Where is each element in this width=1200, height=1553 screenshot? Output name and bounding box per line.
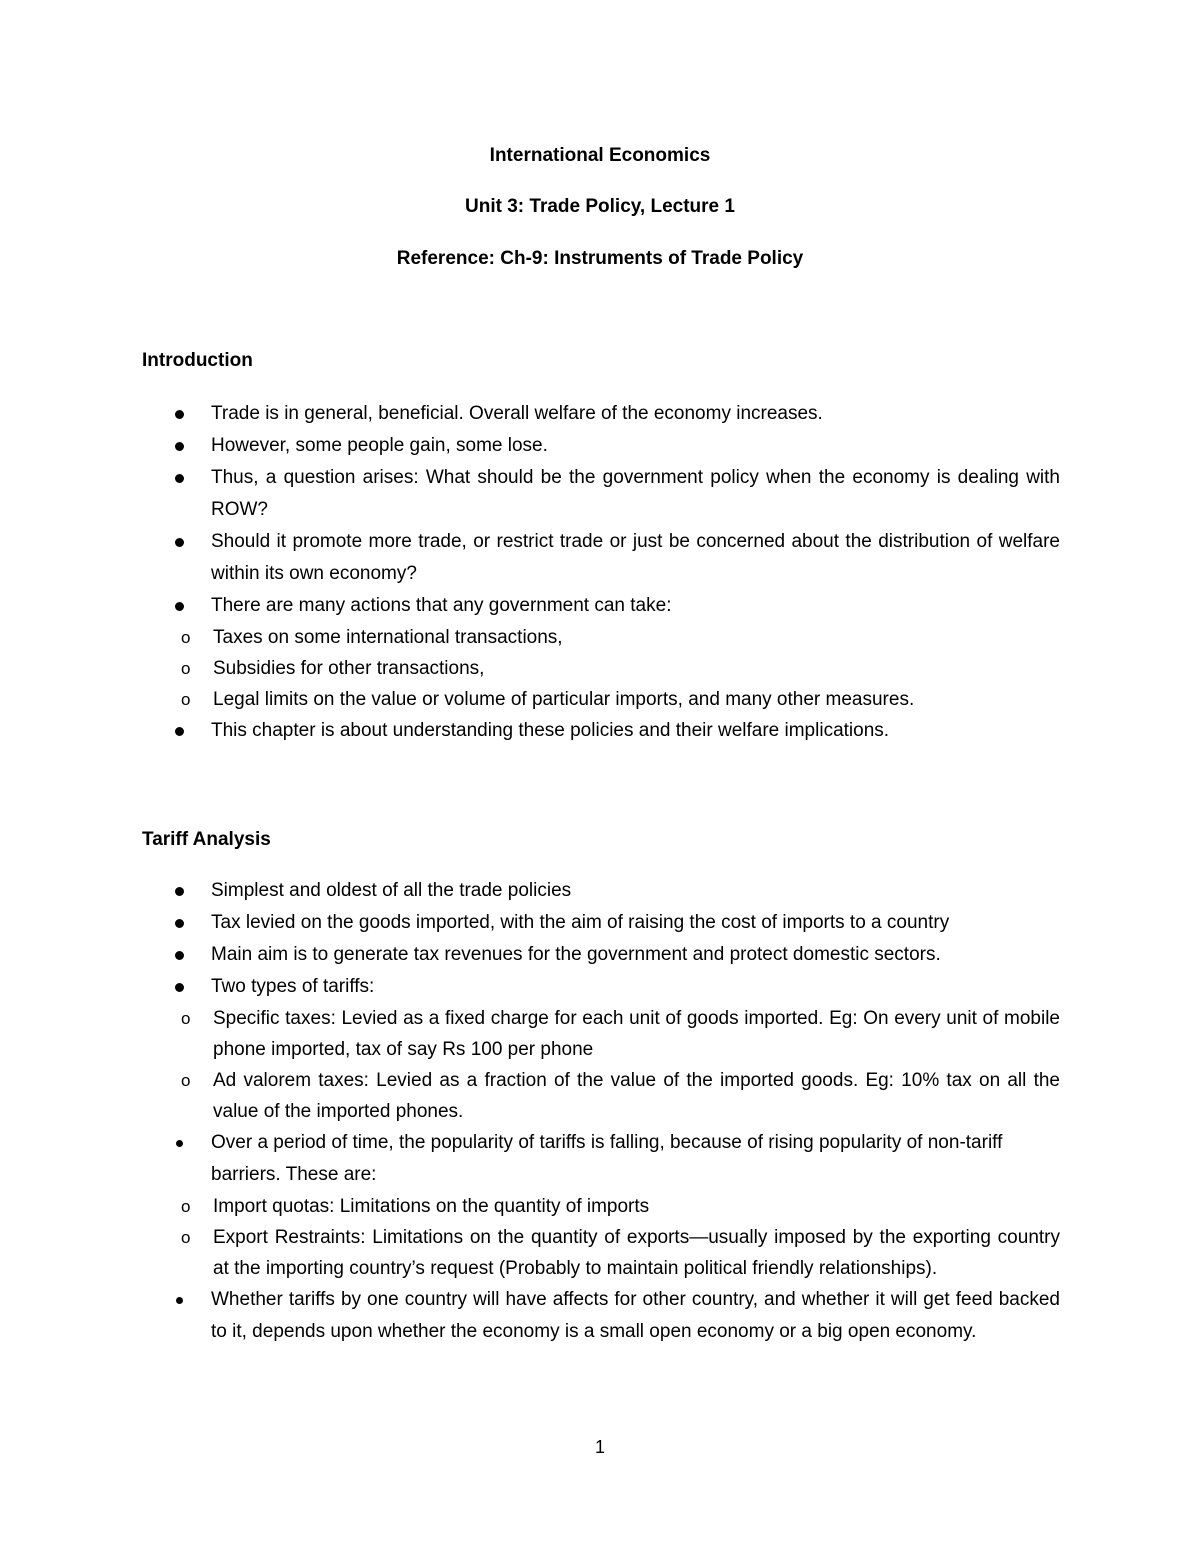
bullet-icon bbox=[175, 951, 184, 960]
bullet-icon bbox=[175, 919, 184, 928]
circle-bullet-icon: o bbox=[181, 659, 191, 678]
list-item bbox=[142, 907, 1060, 939]
sub-list-container bbox=[142, 622, 1060, 715]
sub-list-item bbox=[142, 653, 1060, 684]
sub-list-item bbox=[142, 1222, 1060, 1284]
bullet-icon bbox=[175, 538, 184, 547]
bullet-icon bbox=[175, 983, 184, 992]
tariff-bullet-list bbox=[142, 875, 1060, 1348]
list-item bbox=[142, 939, 1060, 971]
list-item-text: Over a period of time, the popularity of tariffs is falling, because of rising popularity of non-tariff barriers. These are: bbox=[211, 1132, 1003, 1185]
list-item-text: Main aim is to generate tax revenues for the government and protect domestic sectors. bbox=[211, 944, 941, 965]
list-item bbox=[142, 875, 1060, 907]
sub-list-item bbox=[142, 1065, 1060, 1127]
list-item-text: Whether tariffs by one country will have affects for other country, and whether it will get feed backed to it, depends upon whether the economy is a small open economy or a big open economy. bbox=[211, 1289, 1060, 1342]
bullet-icon bbox=[175, 887, 184, 896]
sub-list-item-text: Taxes on some international transactions, bbox=[213, 627, 563, 648]
circle-bullet-icon: o bbox=[181, 628, 191, 647]
sub-list-item-text: Specific taxes: Levied as a fixed charge for each unit of goods imported. Eg: On every unit of mobile phone imported, tax of say Rs 100 per phone bbox=[213, 1008, 1060, 1060]
sub-list-item-text: Ad valorem taxes: Levied as a fraction of the value of the imported goods. Eg: 10% tax on all the value of the imported phones. bbox=[213, 1070, 1060, 1122]
sub-list-item bbox=[142, 684, 1060, 715]
bullet-icon bbox=[175, 474, 184, 483]
list-item-text: However, some people gain, some lose. bbox=[211, 435, 548, 456]
circle-bullet-icon: o bbox=[181, 1197, 191, 1216]
document-reference: Reference: Ch-9: Instruments of Trade Policy bbox=[396, 248, 804, 269]
list-item bbox=[142, 430, 1060, 462]
section-heading-tariff-analysis: Tariff Analysis bbox=[142, 829, 271, 850]
sub-list-item-text: Export Restraints: Limitations on the quantity of exports—usually imposed by the exporting country at the importing country’s request (Probably to maintain political friendly relationships). bbox=[213, 1227, 1060, 1279]
section-heading-introduction: Introduction bbox=[142, 350, 253, 371]
sub-list-item bbox=[142, 622, 1060, 653]
introduction-sub-list bbox=[142, 622, 1060, 715]
sub-list-item bbox=[142, 1191, 1060, 1222]
sub-list-container bbox=[142, 1003, 1060, 1127]
list-item-text: Thus, a question arises: What should be the government policy when the economy is dealing with ROW? bbox=[211, 467, 1060, 520]
list-item bbox=[142, 1284, 1060, 1348]
non-tariff-barriers-sub-list bbox=[142, 1191, 1060, 1284]
list-item bbox=[142, 590, 1060, 622]
page-number: 1 bbox=[594, 1437, 605, 1457]
list-item-text: There are many actions that any government can take: bbox=[211, 595, 672, 616]
bullet-icon bbox=[175, 602, 184, 611]
list-item bbox=[142, 971, 1060, 1003]
document-subtitle: Unit 3: Trade Policy, Lecture 1 bbox=[465, 196, 735, 217]
list-item bbox=[142, 1127, 1060, 1191]
list-item bbox=[142, 398, 1060, 430]
bullet-icon bbox=[175, 410, 184, 419]
list-item-text: Tax levied on the goods imported, with the aim of raising the cost of imports to a country bbox=[211, 912, 950, 933]
list-item-text: Should it promote more trade, or restrict trade or just be concerned about the distribution of welfare within its own economy? bbox=[211, 531, 1060, 584]
sub-list-item-text: Subsidies for other transactions, bbox=[213, 658, 485, 679]
list-item-text: Simplest and oldest of all the trade policies bbox=[211, 880, 572, 901]
bullet-icon bbox=[176, 1297, 183, 1304]
document-title: International Economics bbox=[489, 145, 711, 166]
circle-bullet-icon: o bbox=[181, 690, 191, 709]
list-item bbox=[142, 715, 1060, 747]
list-item-text: Two types of tariffs: bbox=[211, 976, 375, 997]
sub-list-item-text: Import quotas: Limitations on the quantity of imports bbox=[213, 1196, 650, 1217]
bullet-icon bbox=[176, 1140, 183, 1147]
circle-bullet-icon: o bbox=[181, 1009, 191, 1028]
list-item-text: This chapter is about understanding these policies and their welfare implications. bbox=[211, 720, 890, 741]
list-item bbox=[142, 526, 1060, 590]
bullet-icon bbox=[175, 442, 184, 451]
sub-list-container bbox=[142, 1191, 1060, 1284]
bullet-icon bbox=[175, 727, 184, 736]
circle-bullet-icon: o bbox=[181, 1071, 191, 1090]
introduction-bullet-list bbox=[142, 398, 1060, 747]
list-item bbox=[142, 462, 1060, 526]
sub-list-item-text: Legal limits on the value or volume of particular imports, and many other measures. bbox=[213, 689, 915, 710]
tariff-types-sub-list bbox=[142, 1003, 1060, 1127]
sub-list-item bbox=[142, 1003, 1060, 1065]
list-item-text: Trade is in general, beneficial. Overall welfare of the economy increases. bbox=[211, 403, 823, 424]
circle-bullet-icon: o bbox=[181, 1228, 191, 1247]
